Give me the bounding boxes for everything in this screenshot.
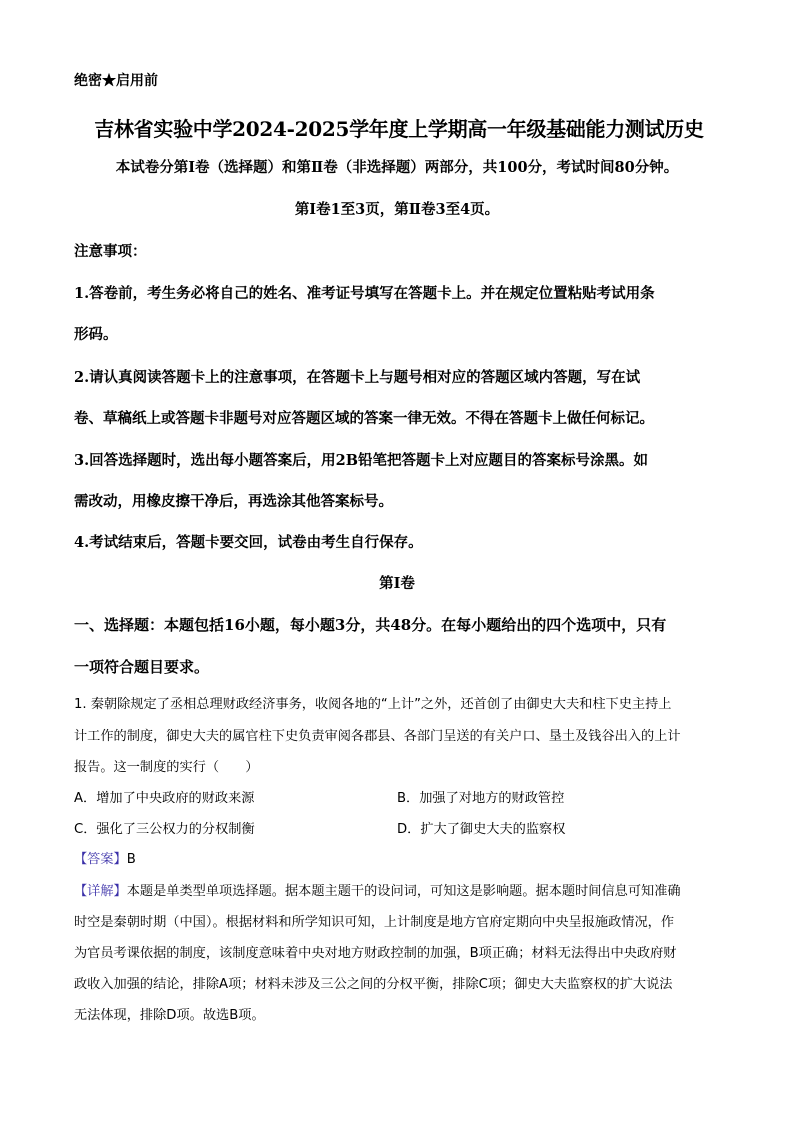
exam-title: 吉林省实验中学2024-2025学年度上学期高一年级基础能力测试历史 (94, 117, 704, 141)
exam-info-line-1: 本试卷分第Ⅰ卷（选择题）和第Ⅱ卷（非选择题）两部分，共100分，考试时间80分钟。 (115, 159, 679, 176)
detail-text: 本题是单类型单项选择题。据本题主题干的设问词，可知这是影响题。据本题时间信息可知准确 (126, 884, 681, 899)
note-line: 需改动，用橡皮擦干净后，再选涂其他答案标号。 (74, 493, 393, 510)
note-line: 卷、草稿纸上或答题卡非题号对应答题区域的答案一律无效。不得在答题卡上做任何标记。 (74, 410, 654, 427)
option-d: D．扩大了御史大夫的监察权 (397, 822, 566, 837)
confidential-label: 绝密★启用前 (74, 73, 158, 89)
question-stem-line: 计工作的制度，御史大夫的属官柱下史负责审阅各郡县、各部门呈送的有关户口、垦土及钱谷出入的上计 (74, 729, 681, 744)
note-line: 4.考试结束后，答题卡要交回，试卷由考生自行保存。 (74, 534, 423, 551)
part-1-title: 第Ⅰ卷 (379, 575, 415, 592)
detail-tag: 【详解】 (74, 884, 127, 899)
option-c: C．强化了三公权力的分权制衡 (74, 822, 255, 837)
detail-line: 政收入加强的结论，排除A项；材料未涉及三公之间的分权平衡，排除C项；御史大夫监察权的扩大说法 (74, 977, 673, 992)
section-heading: 一、选择题：本题包括16小题，每小题3分，共48分。在每小题给出的四个选项中，只有 (74, 616, 667, 634)
note-line: 3.回答选择题时，选出每小题答案后，用2B铅笔把答题卡上对应题目的答案标号涂黑。如 (74, 452, 648, 469)
note-line: 1.答卷前，考生务必将自己的姓名、准考证号填写在答题卡上。并在规定位置粘贴考试用条 (74, 285, 655, 302)
option-a: A．增加了中央政府的财政来源 (74, 791, 255, 806)
answer-line (74, 848, 136, 867)
detail-line: 无法体现，排除D项。故选B项。 (74, 1008, 265, 1023)
question-stem-line: 报告。这一制度的实行（ ） (74, 760, 259, 775)
question-stem-line: 1. 秦朝除规定了丞相总理财政经济事务，收阅各地的“上计”之外，还首创了由御史大夫和柱下史主持上 (74, 697, 672, 712)
section-heading: 一项符合题目要求。 (74, 658, 210, 676)
note-line: 形码。 (74, 326, 118, 343)
detail-line (74, 880, 681, 899)
note-line: 2.请认真阅读答题卡上的注意事项，在答题卡上与题号相对应的答题区域内答题，写在试 (74, 369, 641, 386)
exam-info-line-2: 第Ⅰ卷1至3页，第Ⅱ卷3至4页。 (294, 201, 500, 218)
detail-line: 为官员考课依据的制度，该制度意味着中央对地方财政控制的加强，B项正确；材料无法得出中央政府财 (74, 946, 677, 961)
answer-value: B (126, 852, 136, 867)
option-b: B．加强了对地方的财政管控 (397, 791, 565, 806)
answer-tag: 【答案】 (74, 852, 127, 867)
notes-heading: 注意事项： (74, 243, 147, 260)
detail-line: 时空是秦朝时期（中国）。根据材料和所学知识可知，上计制度是地方官府定期向中央呈报施政情况，作 (74, 915, 675, 930)
